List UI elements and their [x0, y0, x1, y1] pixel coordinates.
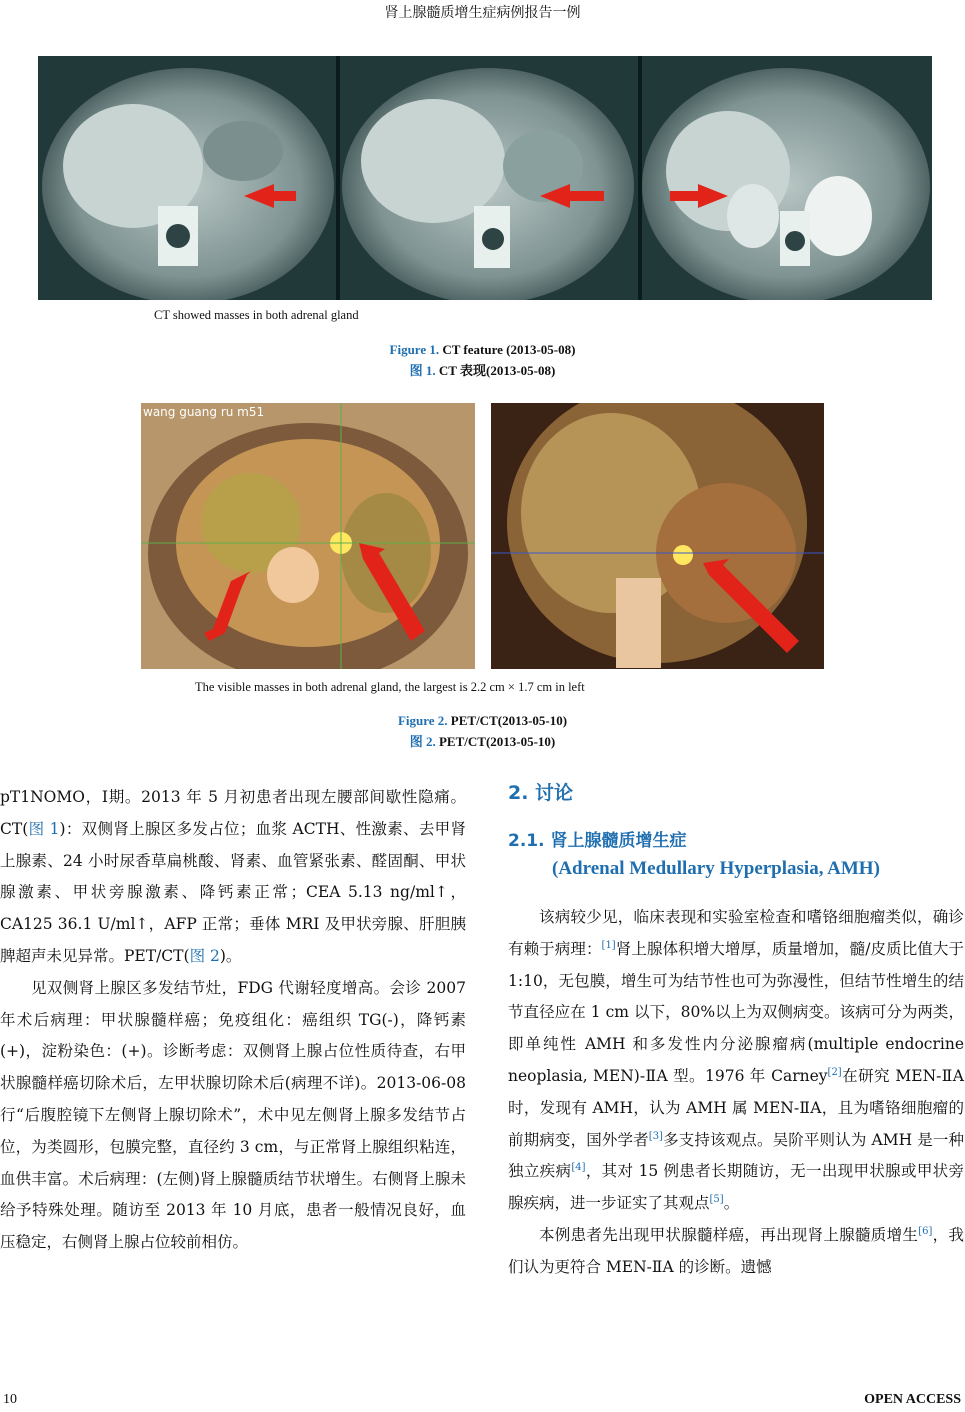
right-p2-text-b: ，我们认为更符合 MEN-ⅡA 的诊断。遗憾: [508, 1225, 964, 1276]
petct-patient-label: wang guang ru m51: [143, 405, 265, 419]
section-2-1-heading: 2.1. 肾上腺髓质增生症: [508, 831, 687, 851]
figure2-caption-zh: [0, 731, 965, 750]
figure1-label-en: Figure 1.: [389, 342, 440, 357]
figure2-caption-en: [0, 713, 965, 729]
petct-coronal-image: [491, 403, 824, 669]
right-p1-text-d: 多支持该观点。吴阶平则认为 AMH 是一种独立疾病: [508, 1130, 964, 1181]
reference-3[interactable]: [3]: [648, 1130, 663, 1142]
reference-2[interactable]: [2]: [827, 1066, 842, 1078]
right-paragraph-2: [508, 1220, 964, 1284]
reference-4[interactable]: [4]: [571, 1162, 586, 1174]
right-p1-text-b: 肾上腺体积增大增厚，质量增加，髓/皮质比值大于 1:10，无包膜，增生可为结节性也可为弥漫性，但结节性增生的结节直径应在 1 cm 以下，80%以上为双侧病变。该病可分为两类，即单纯性 AMH 和多发性内分泌腺瘤病(multiple endocrine neoplasia, MEN)-ⅡA 型。1976 年 Carney: [508, 939, 964, 1085]
right-column: [508, 902, 964, 1284]
left-paragraph-1: [0, 782, 466, 973]
figure1-label-zh: 图 1.: [409, 363, 436, 378]
left-paragraph-2: 见双侧肾上腺区多发结节灶，FDG 代谢轻度增高。会诊 2007 年术后病理：甲状腺髓样癌；免疫组化：癌组织 TG(-)，降钙素(+)，淀粉染色：(+)。诊断考虑：双侧肾上腺占位性质待查，右甲状腺髓样癌切除术后，左甲状腺切除术后(病理不详)。2013-06-08 行“后腹腔镜下左侧肾上腺切除术”，术中见左侧肾上腺多发结节占位，为类圆形，包膜完整，直径约 3 cm，与正常肾上腺组织粘连，血供丰富。术后病理：(左侧)肾上腺髓质结节状增生。右侧肾上腺未给予特殊处理。随访至 2013 年 10 月底，患者一般情况良好，血压稳定，右侧肾上腺占位较前相仿。: [0, 978, 466, 1252]
figure2-title-zh: PET/CT(2013-05-10): [438, 734, 556, 749]
figure1-title-zh: CT 表现(2013-05-08): [438, 363, 556, 378]
reference-1[interactable]: [1]: [601, 939, 616, 951]
running-header: 肾上腺髓质增生症病例报告一例: [384, 5, 581, 21]
right-p1-text-e: ，其对 15 例患者长期随访，无一出现甲状腺或甲状旁腺疾病，进一步证实了其观点: [508, 1162, 964, 1213]
figure2-link[interactable]: 图 2: [189, 946, 220, 965]
ct-slice-1: [42, 68, 334, 300]
ct-figure-image: [38, 56, 932, 300]
figure1-title-en: CT feature (2013-05-08): [442, 342, 576, 357]
page-number: 10: [3, 1392, 17, 1407]
figure2-label-zh: 图 2.: [409, 734, 436, 749]
figure2-label-en: Figure 2.: [397, 713, 448, 728]
figure1-link[interactable]: 图 1: [28, 819, 60, 838]
right-p1-text-a: 该病较少见，临床表现和实验室检查和嗜铬细胞瘤类似，确诊有赖于病理：: [508, 908, 964, 958]
left-p1-text-c: )。: [219, 946, 242, 965]
section-2-heading: 2. 讨论: [508, 782, 574, 804]
figure1-caption-en: [0, 342, 965, 358]
figure1-note: CT showed masses in both adrenal gland: [154, 308, 359, 322]
reference-6[interactable]: [6]: [918, 1225, 933, 1237]
figure2-note: The visible masses in both adrenal gland, the largest is 2.2 cm × 1.7 cm in left: [195, 680, 585, 694]
left-p1-text-a: pT1NOMO，Ⅰ期。2013 年 5 月初患者出现左腰部间歇性隐痛。CT(: [0, 788, 466, 838]
petct-coronal-graphic: [491, 403, 824, 669]
ct-scan-graphic: [38, 56, 932, 300]
petct-axial-graphic: [141, 403, 475, 669]
right-p1-text-f: 。: [723, 1194, 740, 1213]
section-2-1-heading-en: (Adrenal Medullary Hyperplasia, AMH): [552, 858, 880, 879]
right-paragraph-1: [508, 902, 964, 1220]
right-p1-text-c: 在研究 MEN-ⅡA 时，发现有 AMH，认为 AMH 属 MEN-ⅡA，且为嗜铬细胞瘤的前期病变，国外学者: [508, 1066, 964, 1149]
figure1-caption-zh: [0, 360, 965, 379]
left-column: [0, 782, 466, 1259]
right-p2-text-a: 本例患者先出现甲状腺髓样癌，再出现肾上腺髓质增生: [539, 1225, 919, 1244]
left-p1-text-b: )：双侧肾上腺区多发占位；血浆 ACTH、性激素、去甲肾上腺素、24 小时尿香草扁桃酸、肾素、血管紧张素、醛固酮、甲状腺激素、甲状旁腺激素、降钙素正常；CEA 5.13 ng/ml↑，CA125 36.1 U/ml↑，AFP 正常；垂体 MRI 及甲状旁腺、肝胆胰脾超声未见异常。PET/CT(: [0, 819, 466, 965]
reference-5[interactable]: [5]: [709, 1194, 724, 1206]
petct-axial-image: [141, 403, 475, 669]
open-access-label: OPEN ACCESS: [864, 1392, 961, 1407]
figure2-title-en: PET/CT(2013-05-10): [450, 713, 568, 728]
